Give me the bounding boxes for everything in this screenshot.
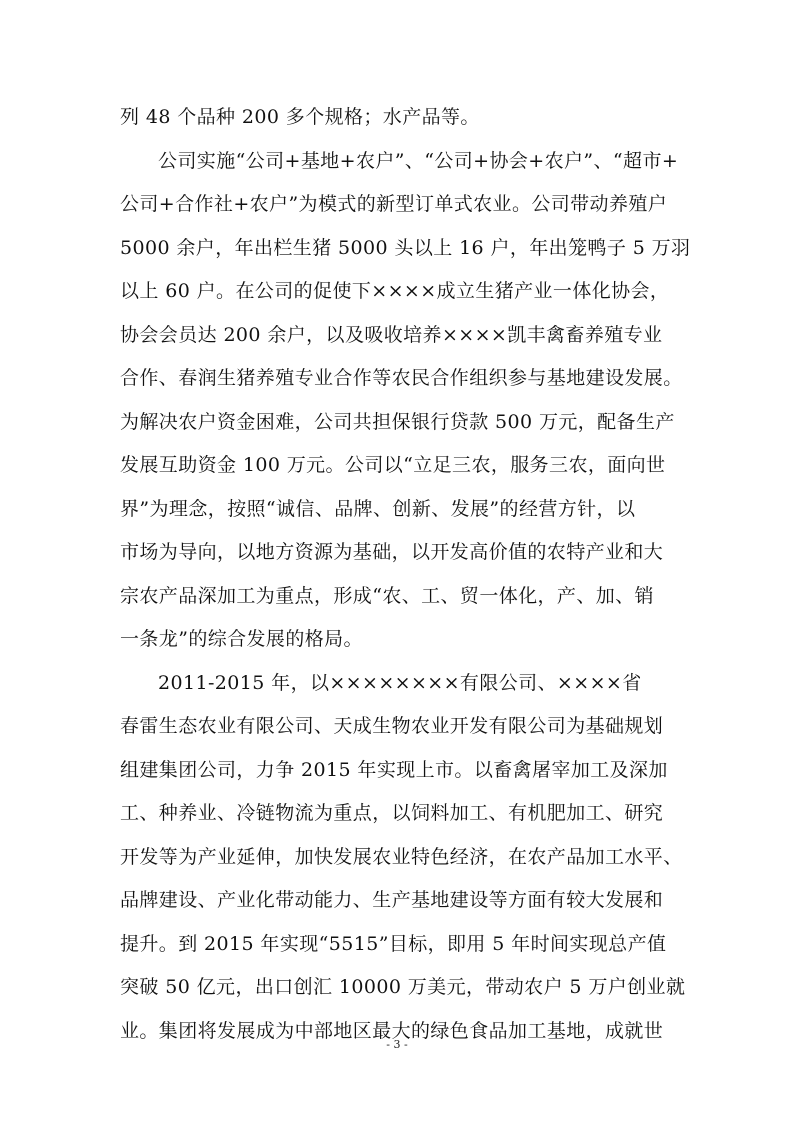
text-line: 宗农产品深加工为重点，形成“农、工、贸一体化，产、加、销: [120, 584, 654, 607]
text-line: 突破 50 亿元，出口创汇 10000 万美元，带动农户 5 万户创业就: [120, 976, 686, 998]
text-line: 界”为理念，按照“诚信、品牌、创新、发展”的经营方针，以: [120, 497, 636, 520]
text-line: 提升。到 2015 年实现“5515”目标，即用 5 年时间实现总产值: [120, 932, 667, 955]
paragraph-start-line: 2011-2015 年，以××××××××有限公司、××××省: [158, 671, 642, 694]
text-line: 市场为导向，以地方资源为基础，以开发高价值的农特产业和大: [120, 541, 664, 563]
text-line: 一条龙”的综合发展的格局。: [120, 628, 363, 650]
text-line: 合作、春润生猪养殖专业合作等农民合作组织参与基地建设发展。: [120, 367, 683, 389]
text-line: 组建集团公司，力争 2015 年实现上市。以畜禽屠宰加工及深加: [120, 758, 668, 781]
text-line: 品牌建设、产业化带动能力、生产基地建设等方面有较大发展和: [120, 889, 664, 911]
text-line: 列 48 个品种 200 多个规格；水产品等。: [120, 106, 480, 128]
text-line: 工、种养业、冷链物流为重点，以饲料加工、有机肥加工、研究: [120, 802, 664, 824]
paragraph-start-line: 公司实施“公司+基地+农户”、“公司+协会+农户”、“超市+: [158, 149, 679, 172]
text-line: 5000 余户，年出栏生猪 5000 头以上 16 户，年出笼鸭子 5 万羽: [120, 236, 691, 259]
text-line: 以上 60 户。在公司的促使下××××成立生猪产业一体化协会，: [120, 280, 670, 302]
text-line: 公司+合作社+农户”为模式的新型订单式农业。公司带动养殖户: [120, 193, 668, 215]
page-number: - 3 -: [386, 1038, 408, 1051]
text-line: 开发等为产业延伸，加快发展农业特色经济，在农产品加工水平、: [120, 845, 683, 868]
body-text: [120, 96, 691, 1053]
text-line: 春雷生态农业有限公司、天成生物农业开发有限公司为基础规划: [120, 715, 664, 737]
text-line: 发展互助资金 100 万元。公司以“立足三农，服务三农，面向世: [120, 454, 666, 476]
text-line: 协会会员达 200 余户，以及吸收培养××××凯丰禽畜养殖专业: [120, 323, 663, 346]
text-line: 为解决农户资金困难，公司共担保银行贷款 500 万元，配备生产: [120, 410, 675, 433]
text-line: 业。集团将发展成为中部地区最大的绿色食品加工基地，成就世: [120, 1019, 664, 1042]
